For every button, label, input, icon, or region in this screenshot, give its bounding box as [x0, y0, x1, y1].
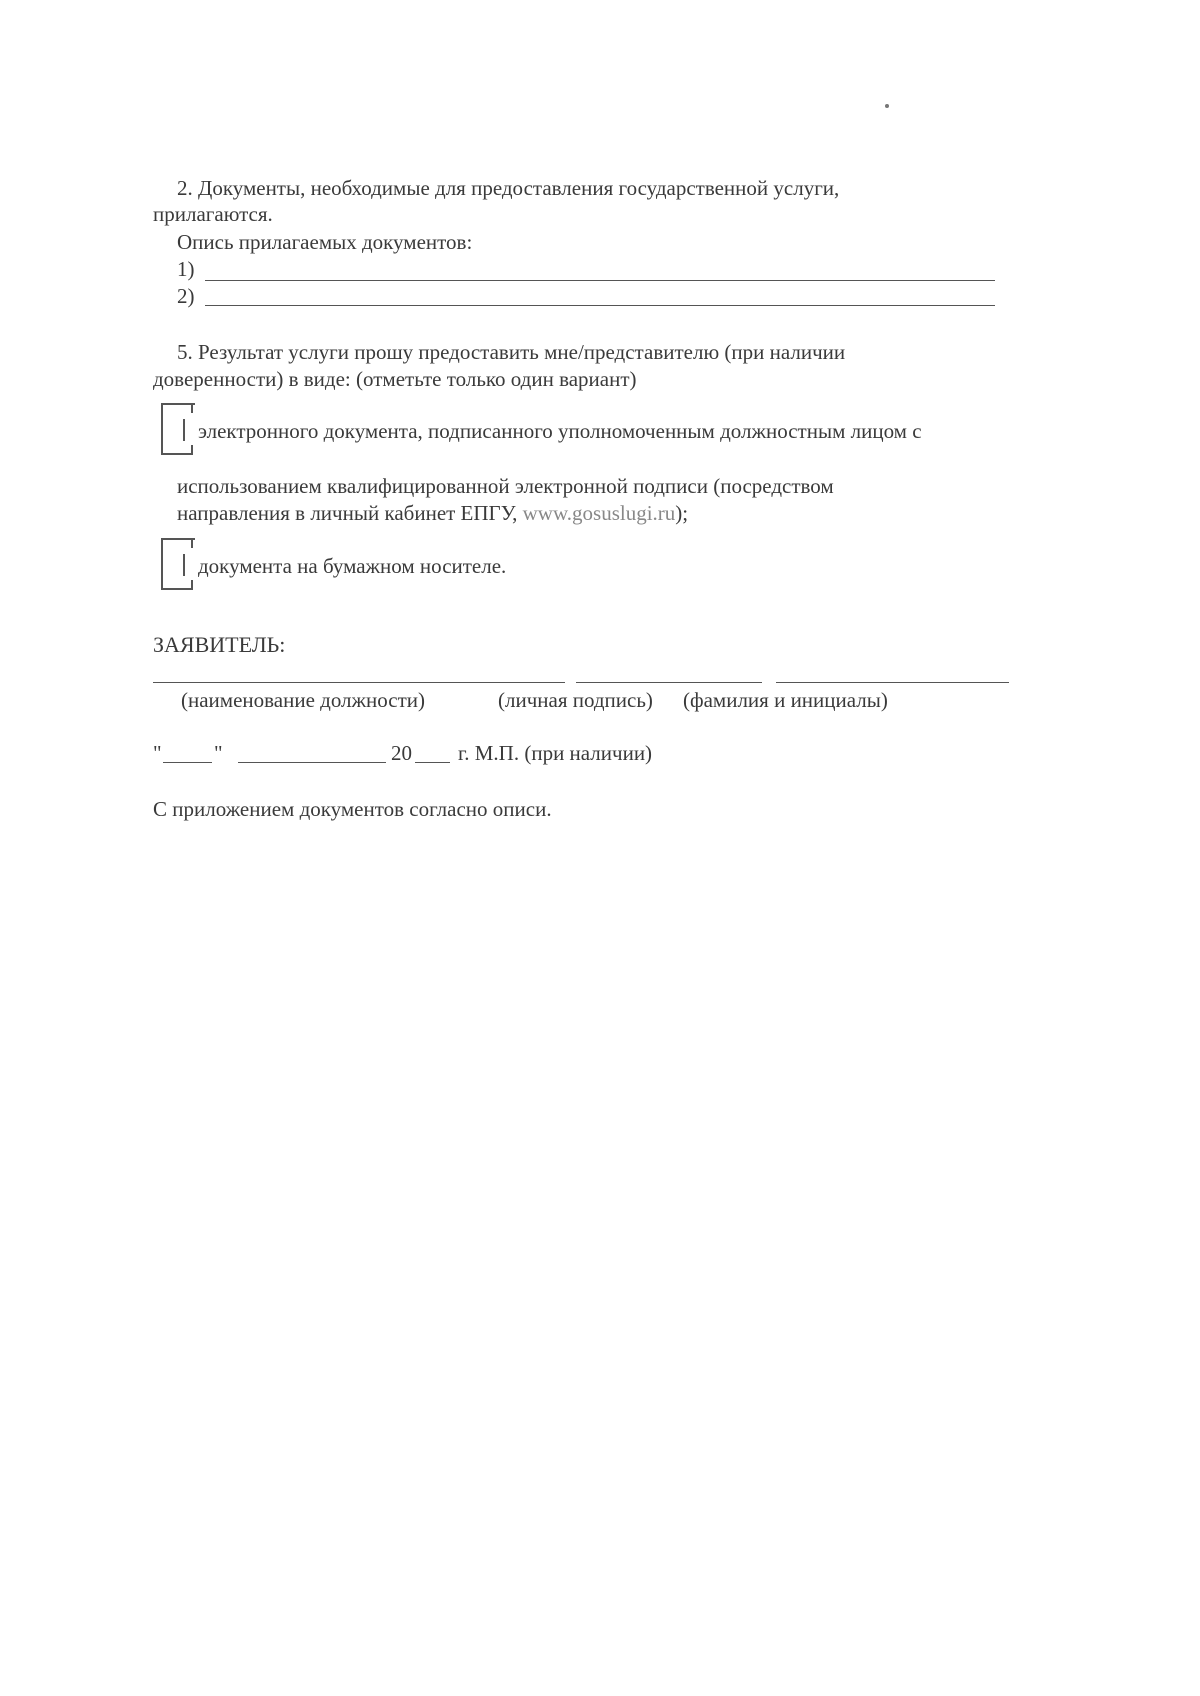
section5-heading-line2: доверенности) в виде: (отметьте только один вариант): [153, 367, 637, 391]
date-close-quote: ": [214, 741, 223, 765]
date-stamp-note: г. М.П. (при наличии): [458, 741, 653, 765]
option-electronic-checkbox[interactable]: [161, 403, 193, 455]
signature-caption: (личная подпись): [498, 688, 653, 712]
section5-heading-line1: 5. Результат услуги прошу предоставить мне/представителю (при наличии: [177, 340, 846, 364]
option-electronic-label-prefix: направления в личный кабинет ЕПГУ,: [177, 501, 523, 525]
month-field[interactable]: [238, 762, 386, 763]
scan-speck: [885, 104, 889, 108]
name-caption: (фамилия и инициалы): [683, 688, 888, 712]
option-electronic-label-line3: [177, 501, 688, 526]
document-item-1-field[interactable]: [205, 280, 995, 281]
document-item-2-field[interactable]: [205, 305, 995, 306]
option-electronic-label-suffix: );: [675, 501, 689, 525]
date-open-quote: ": [153, 741, 162, 765]
document-item-1-number: 1): [177, 257, 195, 281]
year-prefix: 20: [391, 741, 412, 765]
section2-heading-line2: прилагаются.: [153, 202, 273, 226]
gosuslugi-link[interactable]: www.gosuslugi.ru: [522, 501, 676, 525]
applicant-label: ЗАЯВИТЕЛЬ:: [153, 632, 286, 657]
signature-field[interactable]: [576, 682, 762, 683]
attachment-note: С приложением документов согласно описи.: [153, 797, 552, 821]
position-caption: (наименование должности): [181, 688, 426, 712]
section2-heading-line1: 2. Документы, необходимые для предоставления государственной услуги,: [177, 176, 840, 200]
option-electronic-label: электронного документа, подписанного уполномоченным должностным лицом с: [198, 419, 922, 443]
position-field[interactable]: [153, 682, 565, 683]
documents-list-title: Опись прилагаемых документов:: [177, 230, 473, 254]
option-paper-label: документа на бумажном носителе.: [198, 554, 507, 578]
document-item-2-number: 2): [177, 284, 195, 308]
option-electronic-label-line2: использованием квалифицированной электронной подписи (посредством: [177, 474, 834, 498]
year-field[interactable]: [415, 762, 450, 763]
option-paper-checkbox[interactable]: [161, 538, 193, 590]
name-field[interactable]: [776, 682, 1009, 683]
day-field[interactable]: [163, 762, 212, 763]
